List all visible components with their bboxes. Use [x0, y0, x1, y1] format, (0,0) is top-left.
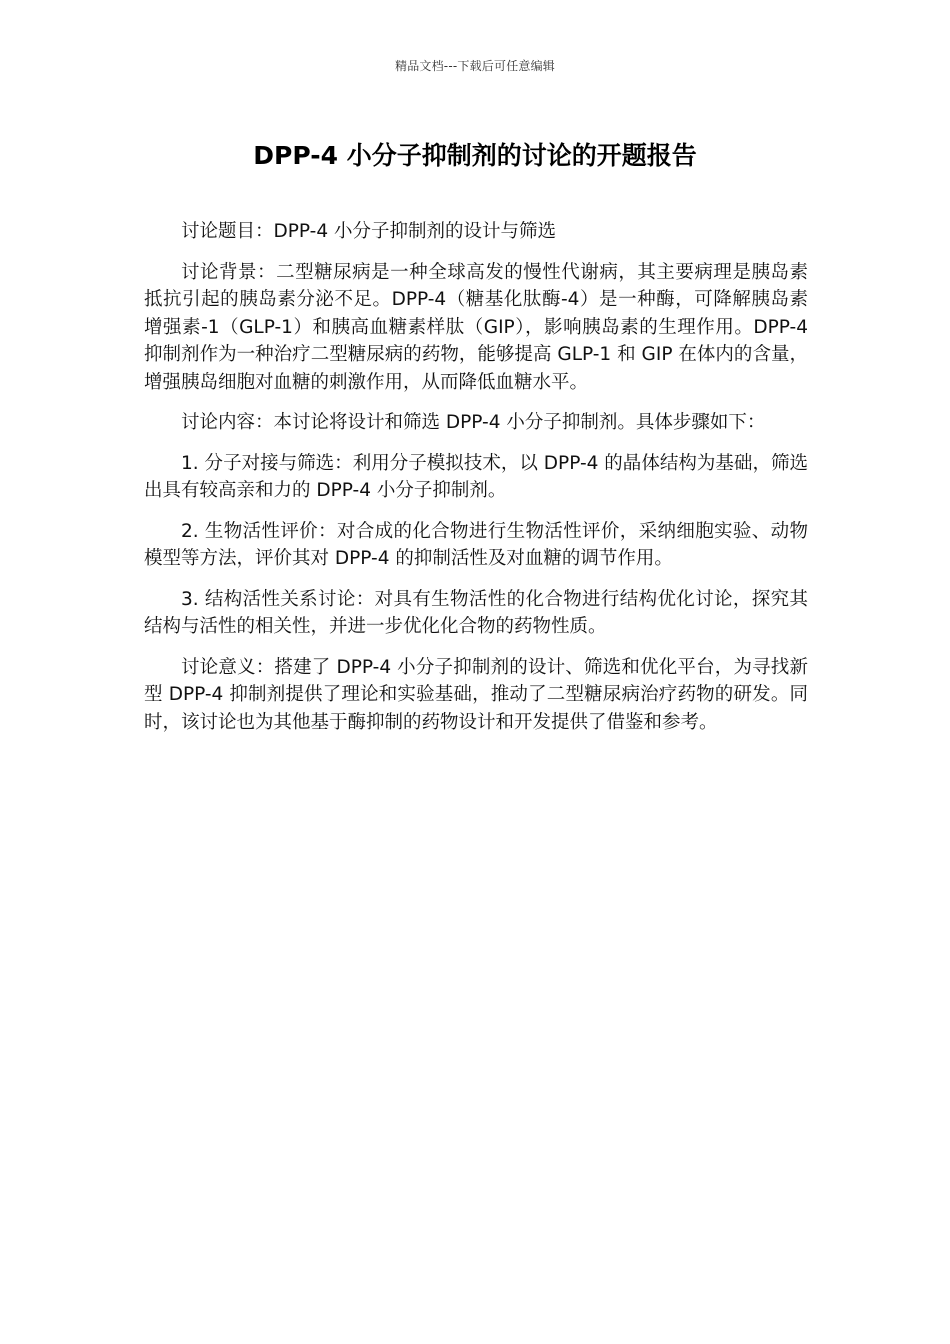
document-title: DPP-4 小分子抑制剂的讨论的开题报告: [253, 141, 697, 170]
paragraph-topic: 讨论题目：DPP-4 小分子抑制剂的设计与筛选: [181, 221, 556, 242]
paragraph-step-1: 1. 分子对接与筛选：利用分子模拟技术，以 DPP-4 的晶体结构为基础，筛选出具有较高亲和力的 DPP-4 小分子抑制剂。: [144, 452, 808, 501]
paragraph-background: 讨论背景：二型糖尿病是一种全球高发的慢性代谢病，其主要病理是胰岛素抵抗引起的胰岛素分泌不足。DPP-4（糖基化肽酶-4）是一种酶，可降解胰岛素增强素-1（GLP-1）和胰高血糖素样肽（GIP），影响胰岛素的生理作用。DPP-4 抑制剂作为一种治疗二型糖尿病的药物，能够提高 GLP-1 和 GIP 在体内的含量，增强胰岛细胞对血糖的刺激作用，从而降低血糖水平。: [144, 261, 808, 393]
document-body: [144, 218, 808, 749]
paragraph-significance: 讨论意义：搭建了 DPP-4 小分子抑制剂的设计、筛选和优化平台，为寻找新型 DPP-4 抑制剂提供了理论和实验基础，推动了二型糖尿病治疗药物的研发。同时，该讨论也为其他基于酶抑制的药物设计和开发提供了借鉴和参考。: [144, 656, 808, 733]
paragraph-step-2: 2. 生物活性评价：对合成的化合物进行生物活性评价，采纳细胞实验、动物模型等方法，评价其对 DPP-4 的抑制活性及对血糖的调节作用。: [144, 520, 808, 569]
paragraph-content: 讨论内容：本讨论将设计和筛选 DPP-4 小分子抑制剂。具体步骤如下：: [181, 412, 766, 433]
header-note: 精品文档---下载后可任意编辑: [395, 59, 555, 73]
paragraph-step-3: 3. 结构活性关系讨论：对具有生物活性的化合物进行结构优化讨论，探究其结构与活性的相关性，并进一步优化化合物的药物性质。: [144, 588, 808, 637]
